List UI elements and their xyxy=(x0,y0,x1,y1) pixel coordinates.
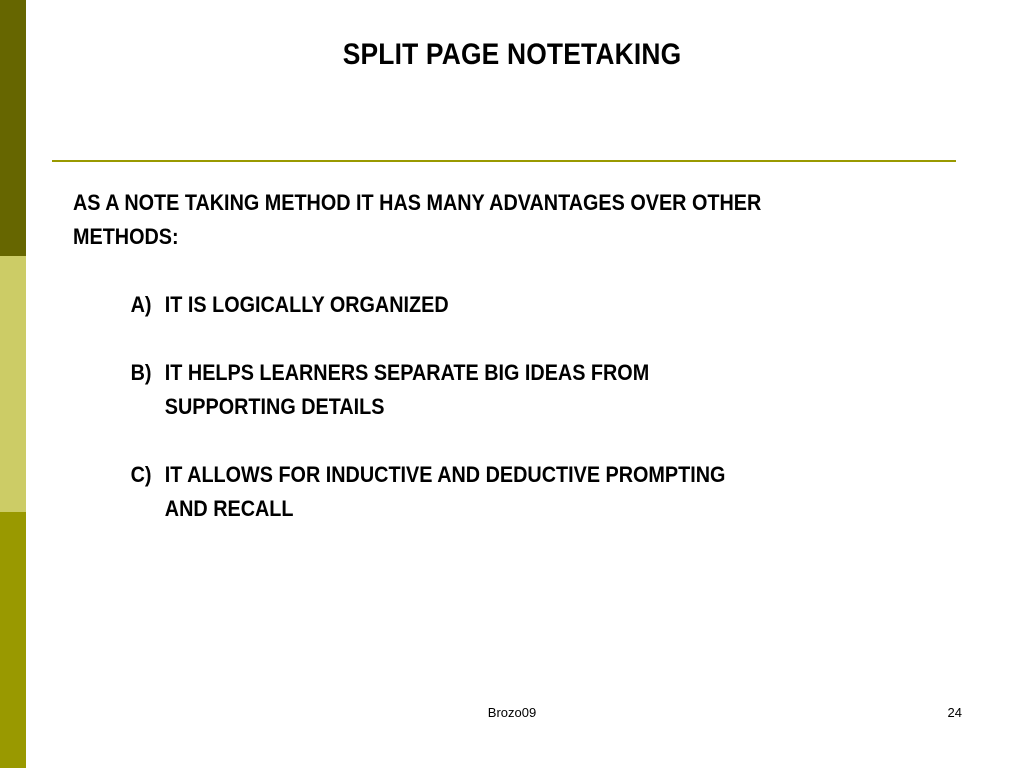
intro-line-1: AS A NOTE TAKING METHOD IT HAS MANY ADVANTAGES OVER OTHER xyxy=(73,190,762,215)
page-number: 24 xyxy=(947,705,962,720)
point-c-text-line-1: IT ALLOWS FOR INDUCTIVE AND DEDUCTIVE PROMPTING xyxy=(164,462,726,487)
intro-line-2: METHODS: xyxy=(73,224,179,249)
point-a-letter: A) xyxy=(130,292,152,317)
footer-author: Brozo09 xyxy=(487,705,537,720)
slide-title: SPLIT PAGE NOTETAKING xyxy=(342,38,682,71)
side-bar-bottom xyxy=(0,512,26,768)
slide-body xyxy=(73,186,953,526)
point-c xyxy=(73,458,941,526)
title-divider xyxy=(52,160,956,162)
point-c-letter: C) xyxy=(130,462,152,487)
side-bar-top xyxy=(0,0,26,256)
point-b-text-line-1: IT HELPS LEARNERS SEPARATE BIG IDEAS FROM xyxy=(164,360,650,385)
point-c-text-line-2: AND RECALL xyxy=(164,496,294,521)
point-b xyxy=(73,356,941,424)
side-bar-middle xyxy=(0,256,26,512)
point-a xyxy=(73,288,941,322)
point-b-text-line-2: SUPPORTING DETAILS xyxy=(164,394,385,419)
point-b-letter: B) xyxy=(130,360,152,385)
point-a-text: IT IS LOGICALLY ORGANIZED xyxy=(164,292,449,317)
